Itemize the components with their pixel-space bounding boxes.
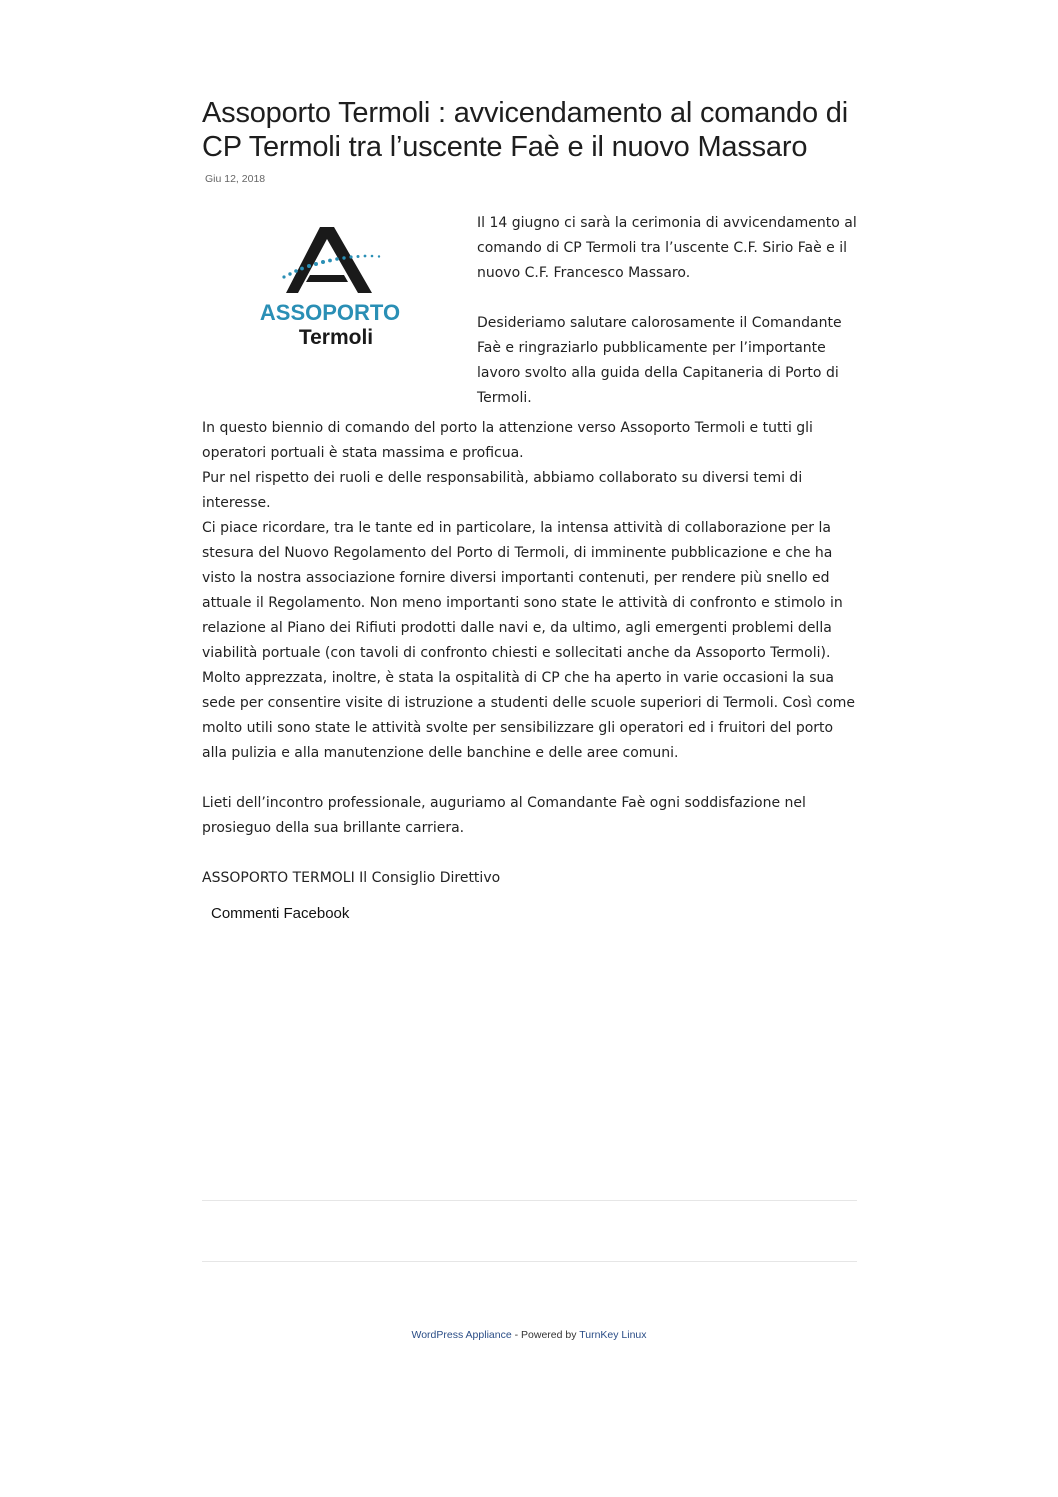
- body-paragraph: Pur nel rispetto dei ruoli e delle responsabilità, abbiamo collaborato su diversi temi di interesse.: [202, 470, 803, 511]
- divider: [202, 1261, 857, 1262]
- article-body: [202, 416, 857, 891]
- body-paragraph: Ci piace ricordare, tra le tante ed in particolare, la intensa attività di collaborazione per la stesura del Nuovo Regolamento del Porto di Termoli, di imminente pubblicazione e che ha visto la nostra associazione fornire diversi importanti contenuti, per rendere più snello ed attuale il Regolamento. Non meno importanti sono state le attività di confronto e stimolo in relazione al Piano dei Rifiuti prodotti dalle navi e, da ultimo, agli emergenti problemi della viabilità portuale (con tavoli di confronto chiesti e sollecitati anche da Assoporto Termoli). Molto apprezzata, inoltre, è stata la ospitalità di CP che ha aperto in varie occasioni la sua sede per consentire visite di istruzione a studenti delle scuole superiori di Termoli. Così come molto utili sono state le attività svolte per sensibilizzare gli operatori ed i fruitori del porto alla pulizia e alla manutenzione delle banchine e delle aree comuni.: [202, 520, 856, 761]
- article-title: Assoporto Termoli : avvicendamento al comando di CP Termoli tra l’uscente Faè e il nuovo Massaro: [202, 97, 848, 163]
- turnkey-linux-link[interactable]: TurnKey Linux: [579, 1329, 647, 1341]
- facebook-comments-heading: Commenti Facebook: [211, 905, 350, 922]
- body-paragraph: In questo biennio di comando del porto la attenzione verso Assoporto Termoli e tutti gli operatori portuali è stata massima e proficua.: [202, 420, 813, 461]
- body-paragraph: Lieti dell’incontro professionale, auguriamo al Comandante Faè ogni soddisfazione nel prosieguo della sua brillante carriera.: [202, 795, 806, 836]
- logo-line1: ASSOPORTO: [259, 300, 401, 325]
- signature-paragraph: ASSOPORTO TERMOLI Il Consiglio Direttivo: [202, 870, 501, 886]
- article-date: Giu 12, 2018: [205, 173, 266, 185]
- wordpress-appliance-link[interactable]: WordPress Appliance: [411, 1329, 512, 1341]
- footer: [0, 1329, 1058, 1341]
- article: [202, 96, 857, 922]
- intro-section: [202, 211, 857, 416]
- intro-paragraph: Il 14 giugno ci sarà la cerimonia di avvicendamento al comando di CP Termoli tra l’uscente C.F. Sirio Faè e il nuovo C.F. Francesco Massaro.: [477, 215, 857, 281]
- footer-separator: - Powered by: [511, 1329, 580, 1341]
- intro-paragraph: Desideriamo salutare calorosamente il Comandante Faè e ringraziarlo pubblicamente per l’importante lavoro svolto alla guida della Capitaneria di Porto di Termoli.: [477, 315, 842, 406]
- logo-line2: Termoli: [298, 326, 374, 347]
- intro-text: [477, 211, 859, 436]
- divider: [202, 1200, 857, 1201]
- assoporto-logo: [254, 227, 406, 347]
